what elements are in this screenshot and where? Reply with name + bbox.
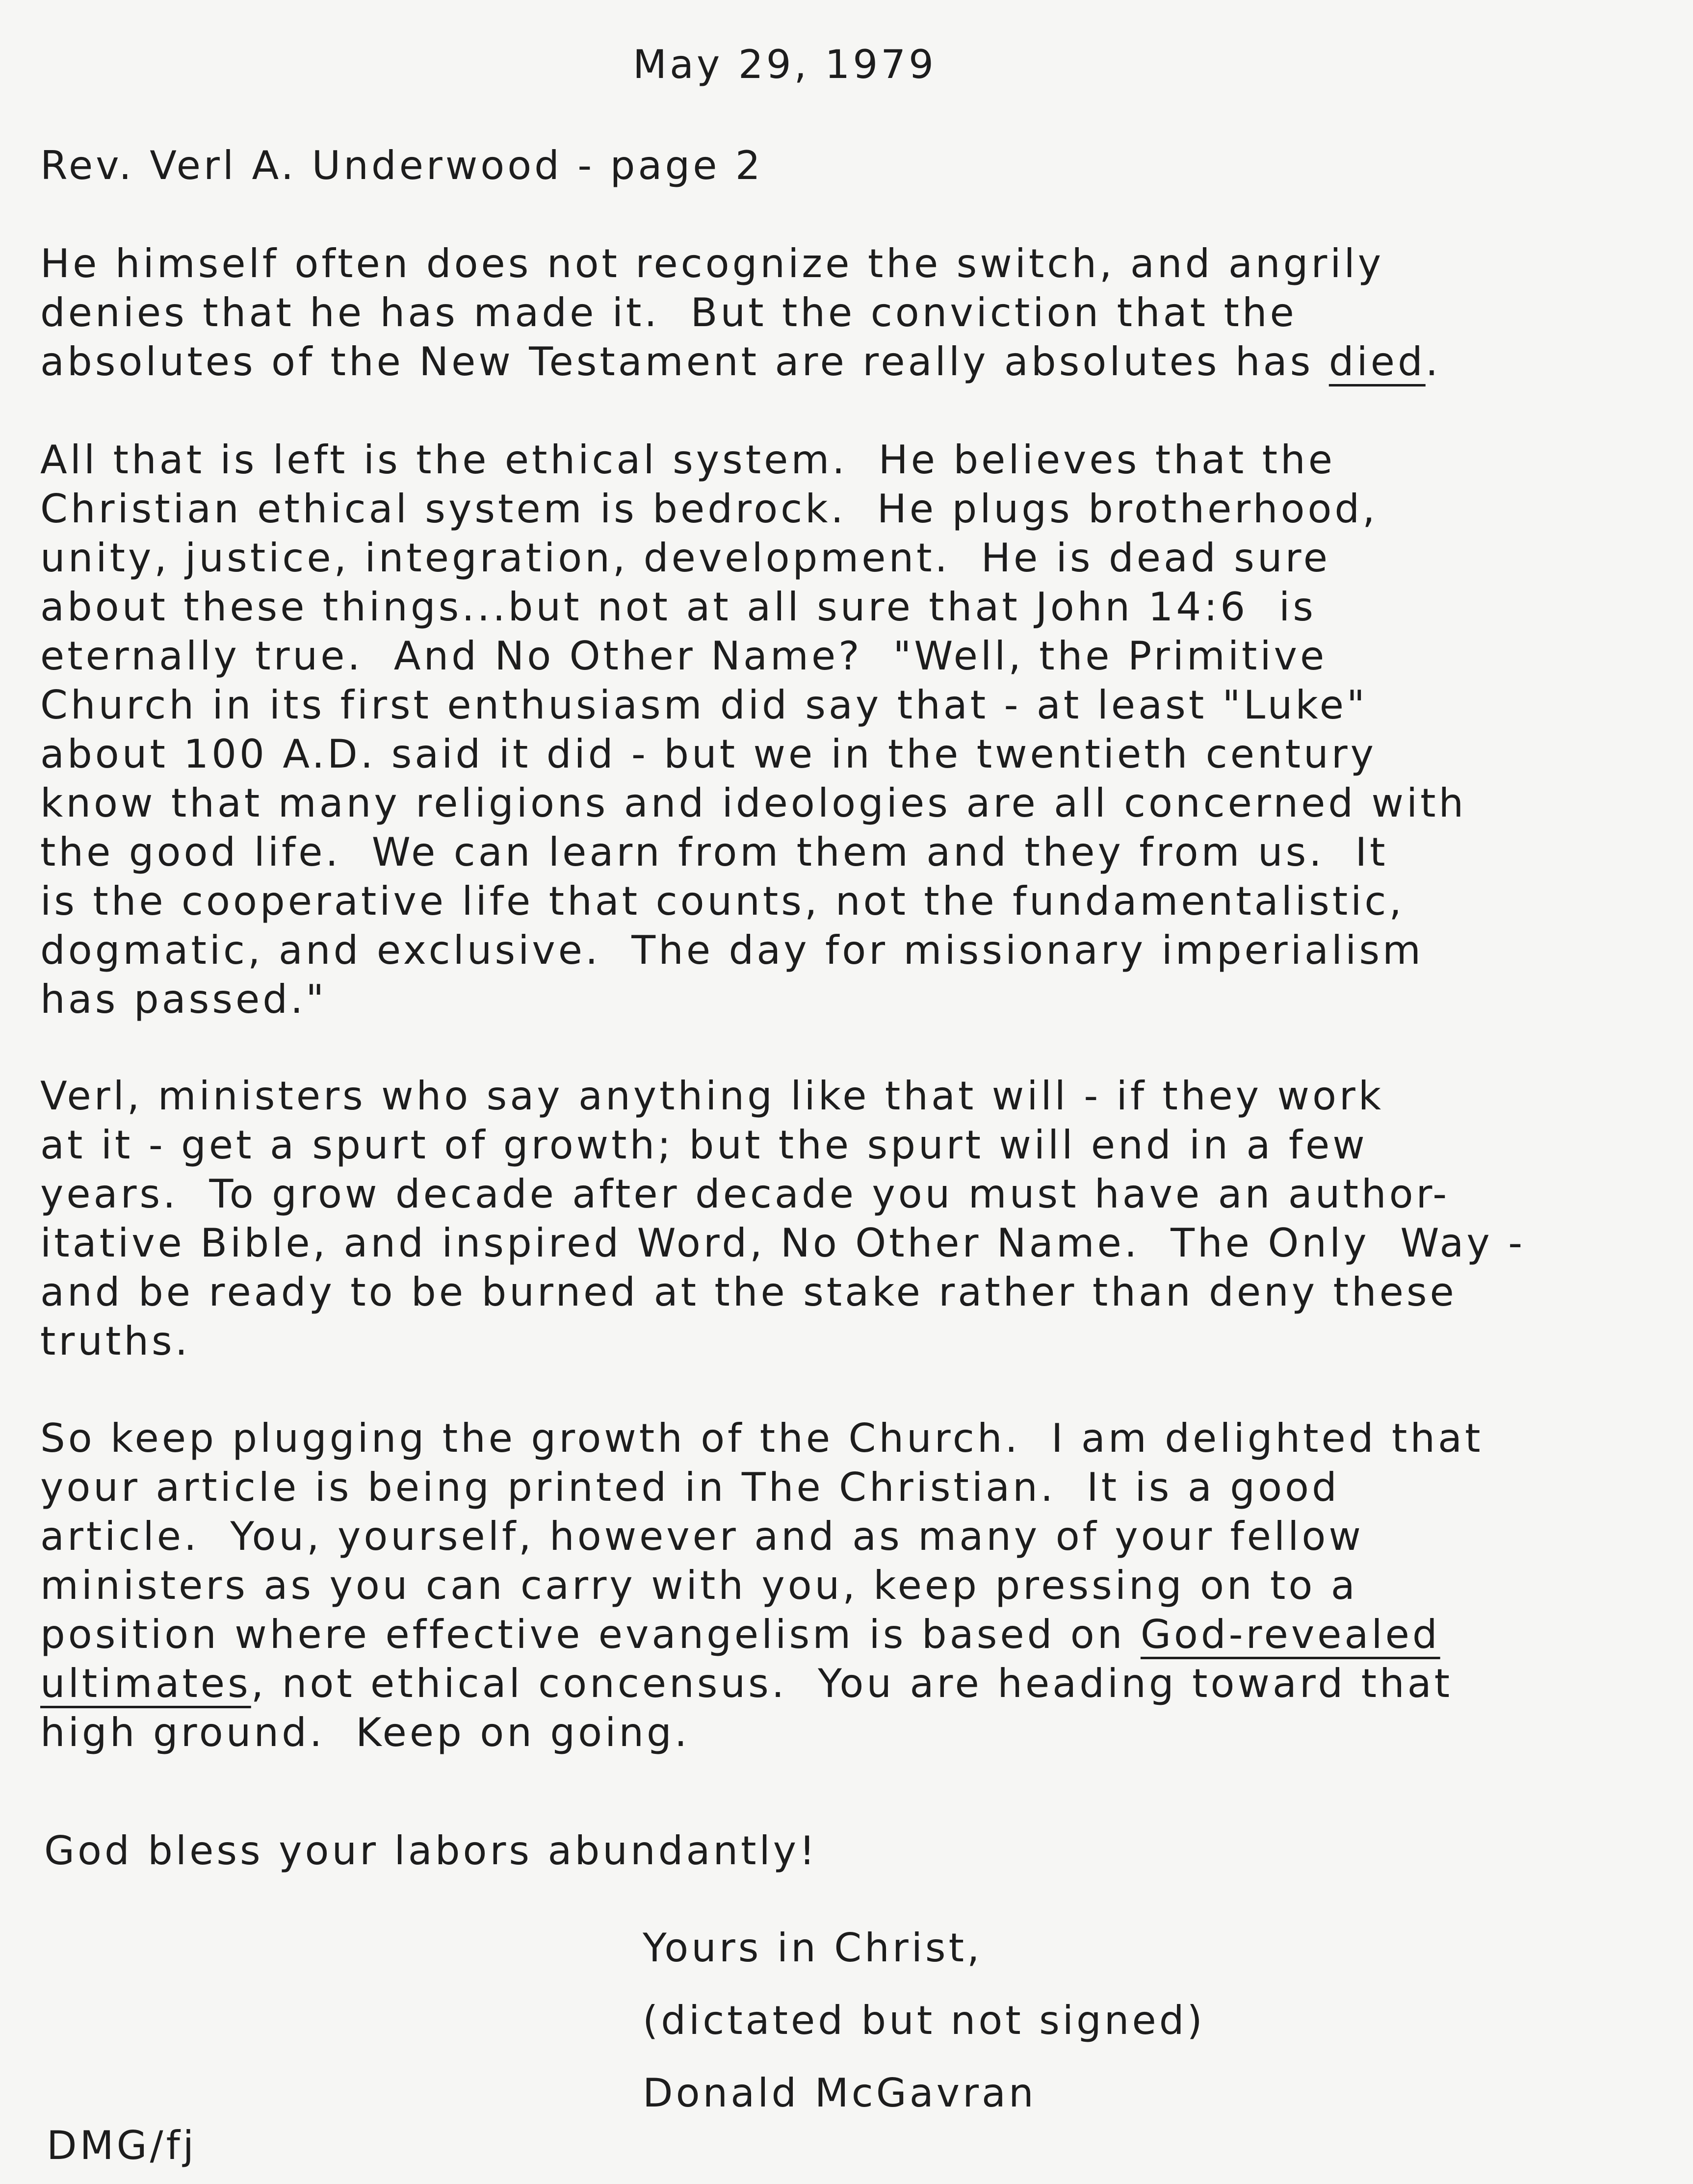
paragraph-2-line-3: unity, justice, integration, development. He is dead sure (40, 535, 1330, 581)
paragraph-3-line-6: truths. (40, 1318, 191, 1364)
paragraph-1-line-1: He himself often does not recognize the switch, and angrily (40, 241, 1384, 286)
paragraph-1-end: . (1425, 339, 1441, 385)
closing-line: Yours in Christ, (643, 1925, 983, 1971)
paragraph-4-line-6-text: , not ethical concensus. You are heading toward that (251, 1661, 1453, 1706)
paragraph-3-line-3: years. To grow decade after decade you must have an author- (40, 1171, 1450, 1217)
underlined-ultimates: ultimates (40, 1661, 251, 1706)
paragraph-3-line-2: at it - get a spurt of growth; but the spurt will end in a few (40, 1122, 1368, 1168)
paragraph-4-line-5 (40, 1610, 1483, 1659)
typist-initials: DMG/fj (47, 2123, 197, 2168)
paragraph-1-line-2: denies that he has made it. But the conviction that the (40, 290, 1297, 335)
paragraph-3 (40, 1072, 1525, 1366)
paragraph-2-line-2: Christian ethical system is bedrock. He plugs brotherhood, (40, 486, 1378, 532)
paragraph-2-line-6: Church in its first enthusiasm did say that - at least "Luke" (40, 682, 1368, 728)
paragraph-1 (40, 239, 1441, 386)
paragraph-2-line-12: has passed." (40, 976, 327, 1022)
underlined-god-revealed: God-revealed (1140, 1612, 1440, 1657)
paragraph-2 (40, 436, 1466, 1024)
paragraph-3-line-5: and be ready to be burned at the stake rather than deny these (40, 1269, 1457, 1315)
paragraph-2-line-5: eternally true. And No Other Name? "Well, the Primitive (40, 633, 1328, 679)
paragraph-4-line-5-text: position where effective evangelism is based on (40, 1612, 1141, 1657)
paragraph-4 (40, 1414, 1483, 1757)
paragraph-2-line-10: is the cooperative life that counts, not the fundamentalistic, (40, 878, 1405, 924)
paragraph-4-line-1: So keep plugging the growth of the Church. I am delighted that (40, 1415, 1484, 1461)
paragraph-3-line-1: Verl, ministers who say anything like that will - if they work (40, 1073, 1384, 1119)
blessing-line: God bless your labors abundantly! (44, 1828, 818, 1874)
dictated-note: (dictated but not signed) (643, 1998, 1205, 2043)
paragraph-2-line-9: the good life. We can learn from them and they from us. It (40, 829, 1388, 875)
paragraph-4-line-2: your article is being printed in The Christian. It is a good (40, 1465, 1340, 1510)
paragraph-2-line-11: dogmatic, and exclusive. The day for missionary imperialism (40, 927, 1424, 973)
paragraph-2-line-8: know that many religions and ideologies are all concerned with (40, 780, 1467, 826)
paragraph-1-line-3 (40, 337, 1441, 386)
paragraph-2-line-4: about these things...but not at all sure that John 14:6 is (40, 584, 1316, 630)
paragraph-4-line-3: article. You, yourself, however and as many of your fellow (40, 1514, 1364, 1559)
signature-name: Donald McGavran (643, 2070, 1037, 2116)
paragraph-4-line-4: ministers as you can carry with you, keep pressing on to a (40, 1563, 1358, 1608)
paragraph-2-line-7: about 100 A.D. said it did - but we in the twentieth century (40, 731, 1377, 777)
paragraph-4-line-7: high ground. Keep on going. (40, 1710, 690, 1755)
paragraph-2-line-1: All that is left is the ethical system. He believes that the (40, 437, 1335, 483)
letter-date: May 29, 1979 (633, 42, 937, 87)
paragraph-3-line-4: itative Bible, and inspired Word, No Other Name. The Only Way - (40, 1220, 1526, 1266)
paragraph-4-line-6 (40, 1659, 1483, 1708)
page-header: Rev. Verl A. Underwood - page 2 (40, 143, 763, 188)
paragraph-1-line-3-text: absolutes of the New Testament are really absolutes has (40, 339, 1329, 385)
underlined-word-died: died (1328, 339, 1426, 385)
